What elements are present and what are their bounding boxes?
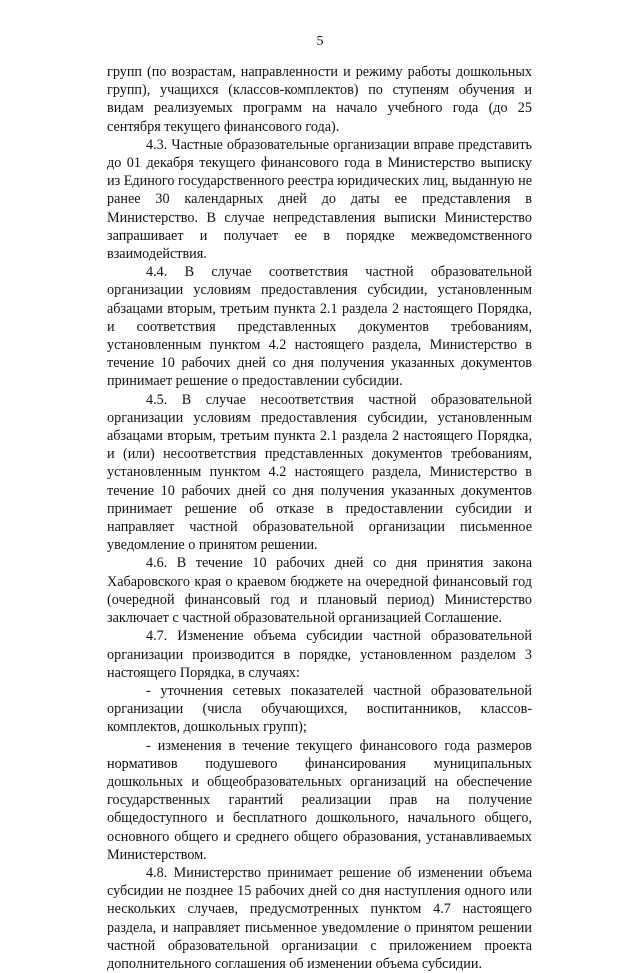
list-item-funding-standards: - изменения в течение текущего финансового года размеров нормативов подушевого финансирования муниципальных дошкольных и общеобразовательных организаций на обеспечение государственных гарантий реализации прав на получение общедоступного и бесплатного дошкольного, начального общего, основного общего и среднего общего образования, устанавливаемых Министерством.: [107, 737, 532, 863]
paragraph-4-4: 4.4. В случае соответствия частной образовательной организации условиям предоставления субсидии, установленным абзацами вторым, третьим пункта 2.1 раздела 2 настоящего Порядка, и соответствия представленных документов требованиям, установленным пунктом 4.2 настоящего раздела, Министерство в течение 10 рабочих дней со дня получения указанных документов принимает решение о предоставлении субсидии.: [107, 264, 532, 390]
paragraph-4-8: 4.8. Министерство принимает решение об изменении объема субсидии не позднее 15 рабочих дней со дня наступления одного или нескольких случаев, предусмотренных пунктом 4.7 настоящего раздела, и направляет письменное уведомление о принятом решении частной образовательной организации с приложением проекта дополнительного соглашения об изменении объема субсидии.: [107, 864, 532, 972]
paragraph-4-5: 4.5. В случае несоответствия частной образовательной организации условиям предоставления субсидии, установленным абзацами вторым, третьим пункта 2.1 раздела 2 настоящего Порядка, и (или) несоответствия представленных документов требованиям, установленным пунктом 4.2 настоящего раздела, Министерство в течение 10 рабочих дней со дня получения указанных документов принимает решение об отказе в предоставлении субсидии и направляет частной образовательной организации письменное уведомление о принятом решении.: [107, 391, 532, 554]
paragraph-4-7: 4.7. Изменение объема субсидии частной образовательной организации производится в порядке, установленном разделом 3 настоящего Порядка, в случаях:: [107, 628, 532, 681]
list-item-network-indicators: - уточнения сетевых показателей частной образовательной организации (числа обучающихся, воспитанников, классов-комплектов, дошкольных групп);: [107, 682, 532, 736]
document-body: [107, 63, 532, 973]
page-number: 5: [316, 34, 324, 49]
paragraph-4-3: 4.3. Частные образовательные организации вправе представить до 01 декабря текущего финансового года в Министерство выписку из Единого государственного реестра юридических лиц, выданную не ранее 30 календарных дней до даты ее представления в Министерство. В случае непредставления выписки Министерство запрашивает и получает ее в порядке межведомственного взаимодействия.: [107, 136, 533, 263]
paragraph-4-6: 4.6. В течение 10 рабочих дней со дня принятия закона Хабаровского края о краевом бюджете на очередной финансовый год (очередной финансовый год и плановый период) Министерство заключает с частной образовательной организацией Соглашение.: [107, 555, 532, 627]
paragraph-continuation: групп (по возрастам, направленности и режиму работы дошкольных групп), учащихся (классов-комплектов) по ступеням обучения и видам реализуемых программ на начало учебного года (до 25 сентября текущего финансового года).: [107, 64, 532, 135]
